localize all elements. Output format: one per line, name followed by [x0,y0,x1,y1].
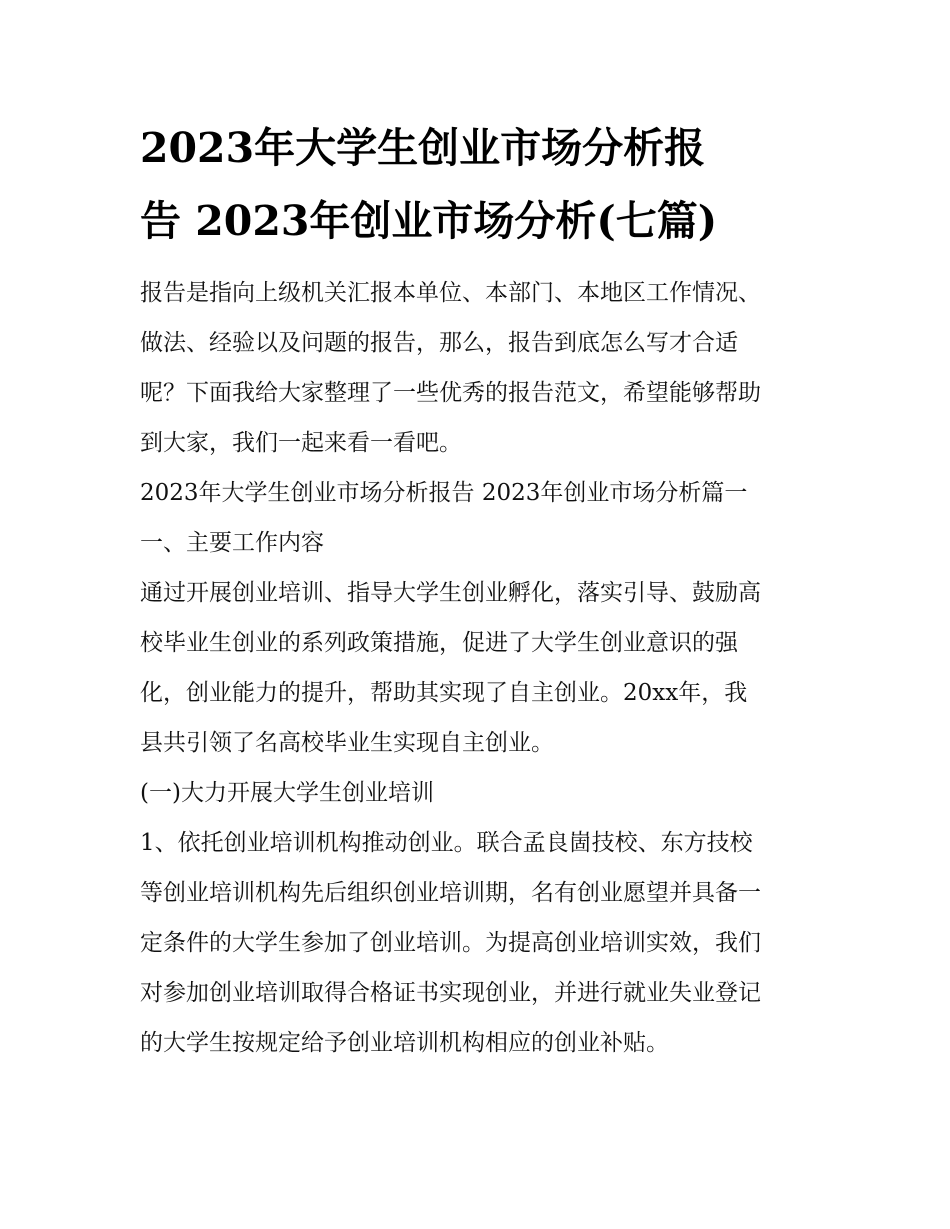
title-line-2: 告 2023年创业市场分析(七篇) [140,197,718,245]
body-line-4: 县共引领了名高校毕业生实现自主创业。 [140,730,554,756]
intro-line-2: 做法、经验以及问题的报告，那么，报告到底怎么写才合适 [140,330,738,356]
section-heading: 2023年大学生创业市场分析报告 2023年创业市场分析篇一 [140,480,748,506]
body-line-3: 化，创业能力的提升，帮助其实现了自主创业。20xx年，我 [140,680,748,706]
intro-line-4: 到大家，我们一起来看一看吧。 [140,430,462,456]
title-line-1: 2023年大学生创业市场分析报 [140,124,706,172]
body-line-2: 校毕业生创业的系列政策措施，促进了大学生创业意识的强 [140,630,738,656]
intro-line-1: 报告是指向上级机关汇报本单位、本部门、本地区工作情况、 [140,280,761,306]
document-body [140,268,812,1068]
document-page [140,112,812,1068]
subsection-heading-training: (一)大力开展大学生创业培训 [140,780,434,806]
body-line-1: 通过开展创业培训、指导大学生创业孵化，落实引导、鼓励高 [140,580,761,606]
document-title [140,112,812,258]
body-line-5: 1、依托创业培训机构推动创业。联合孟良崮技校、东方技校 [140,830,753,856]
body-line-8: 对参加创业培训取得合格证书实现创业，并进行就业失业登记 [140,980,761,1006]
body-line-9: 的大学生按规定给予创业培训机构相应的创业补贴。 [140,1030,669,1056]
subsection-heading-main-work: 一、主要工作内容 [140,530,324,556]
body-line-7: 定条件的大学生参加了创业培训。为提高创业培训实效，我们 [140,930,761,956]
body-line-6: 等创业培训机构先后组织创业培训期，名有创业愿望并具备一 [140,880,761,906]
intro-line-3: 呢？下面我给大家整理了一些优秀的报告范文，希望能够帮助 [140,380,761,406]
